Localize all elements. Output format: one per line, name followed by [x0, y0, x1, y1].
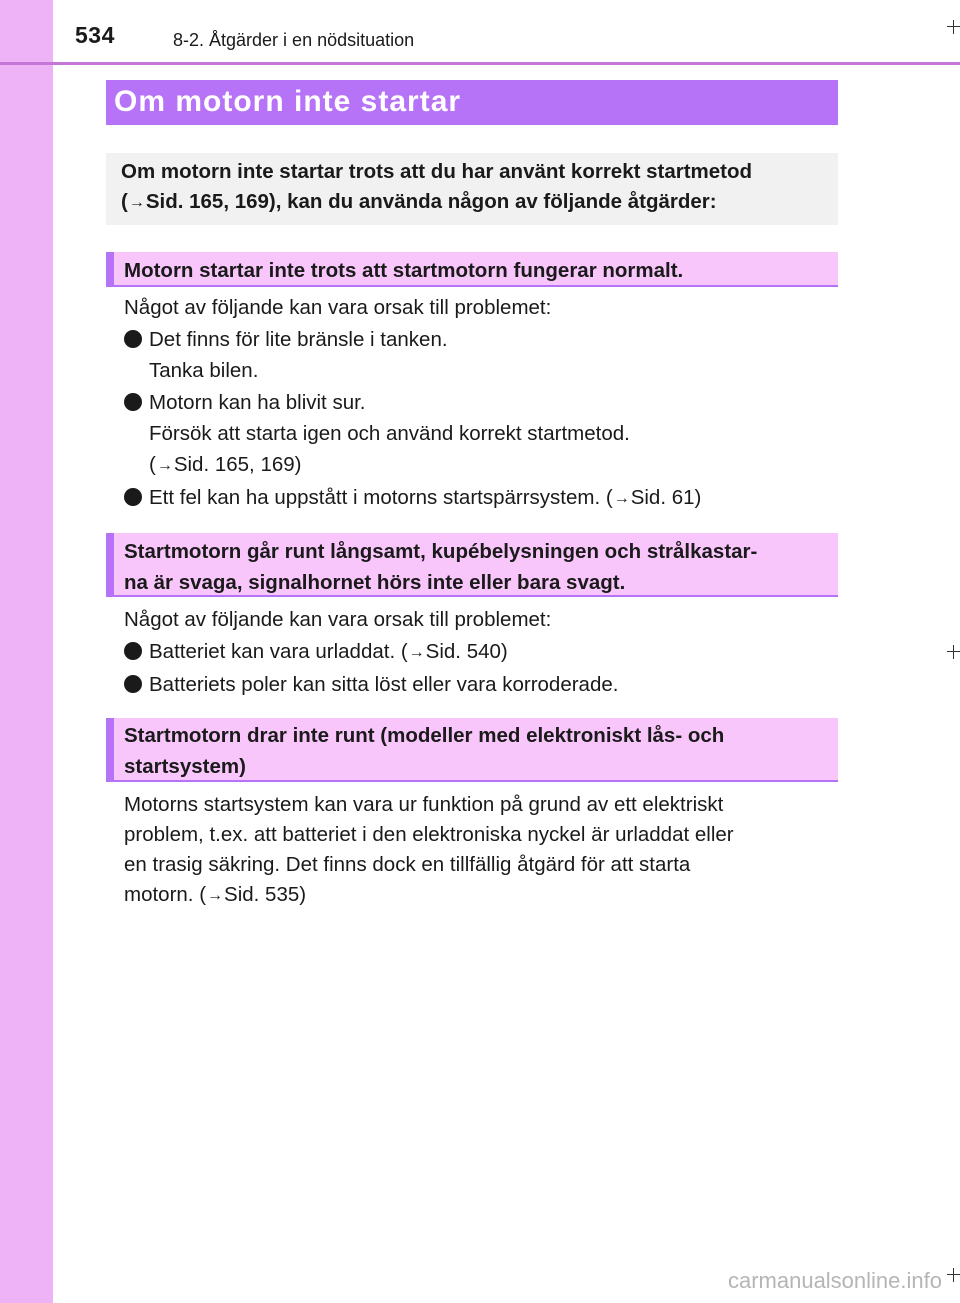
- side-tab-strip: [0, 0, 53, 1303]
- subheading-2: Startmotorn går runt långsamt, kupébelysningen och strålkastar- na är svaga, signalhornet hörs inte eller bara svagt.: [106, 533, 838, 597]
- bullet-icon: [124, 330, 142, 348]
- page-title: Om motorn inte startar: [106, 80, 838, 125]
- section-reference: 8-2. Åtgärder i en nödsituation: [173, 30, 415, 50]
- arrow-right-icon: →: [207, 887, 224, 904]
- arrow-right-icon: →: [613, 490, 630, 507]
- list-item: Ett fel kan ha uppstått i motorns startspärrsystem. (→Sid. 61): [124, 482, 701, 514]
- arrow-right-icon: →: [408, 644, 425, 661]
- list-item: Motorn kan ha blivit sur.: [124, 387, 366, 418]
- crop-mark-icon: [947, 645, 960, 659]
- intro-line-2: (→Sid. 165, 169), kan du använda någon av följande åtgärder:: [121, 187, 828, 218]
- list-item-detail: (→Sid. 165, 169): [149, 449, 301, 481]
- bullet-icon: [124, 488, 142, 506]
- section3-paragraph: Motorns startsystem kan vara ur funktion på grund av ett elektriskt problem, t.ex. att batteriet i den elektroniska nyckel är urladdat eller en trasig säkring. Det finns dock en tillfällig åtgärd för att starta motorn. (→Sid. 535): [124, 790, 832, 911]
- bullet-icon: [124, 393, 142, 411]
- list-item-detail: Försök att starta igen och använd korrekt startmetod.: [149, 422, 630, 445]
- subheading-3: Startmotorn drar inte runt (modeller med elektroniskt lås- och startsystem): [106, 718, 838, 782]
- crop-mark-icon: [947, 20, 960, 34]
- subheading-1: Motorn startar inte trots att startmotorn fungerar normalt.: [106, 252, 838, 287]
- page-number: 534: [75, 22, 115, 48]
- watermark: carmanualsonline.info: [727, 1268, 942, 1293]
- list-item: Det finns för lite bränsle i tanken.: [124, 324, 448, 355]
- header-rule: [0, 62, 960, 65]
- list-item-detail: Tanka bilen.: [149, 359, 259, 382]
- arrow-right-icon: →: [128, 194, 145, 211]
- list-item: Batteriet kan vara urladdat. (→Sid. 540): [124, 636, 508, 668]
- section1-lead: Något av följande kan vara orsak till problemet:: [124, 296, 552, 319]
- intro-box: [106, 153, 838, 225]
- bullet-icon: [124, 642, 142, 660]
- intro-line-1: Om motorn inte startar trots att du har använt korrekt startmetod: [121, 160, 753, 183]
- crop-mark-icon: [947, 1268, 960, 1282]
- section2-lead: Något av följande kan vara orsak till problemet:: [124, 608, 552, 631]
- bullet-icon: [124, 675, 142, 693]
- arrow-right-icon: →: [156, 457, 173, 474]
- list-item: Batteriets poler kan sitta löst eller vara korroderade.: [124, 669, 618, 700]
